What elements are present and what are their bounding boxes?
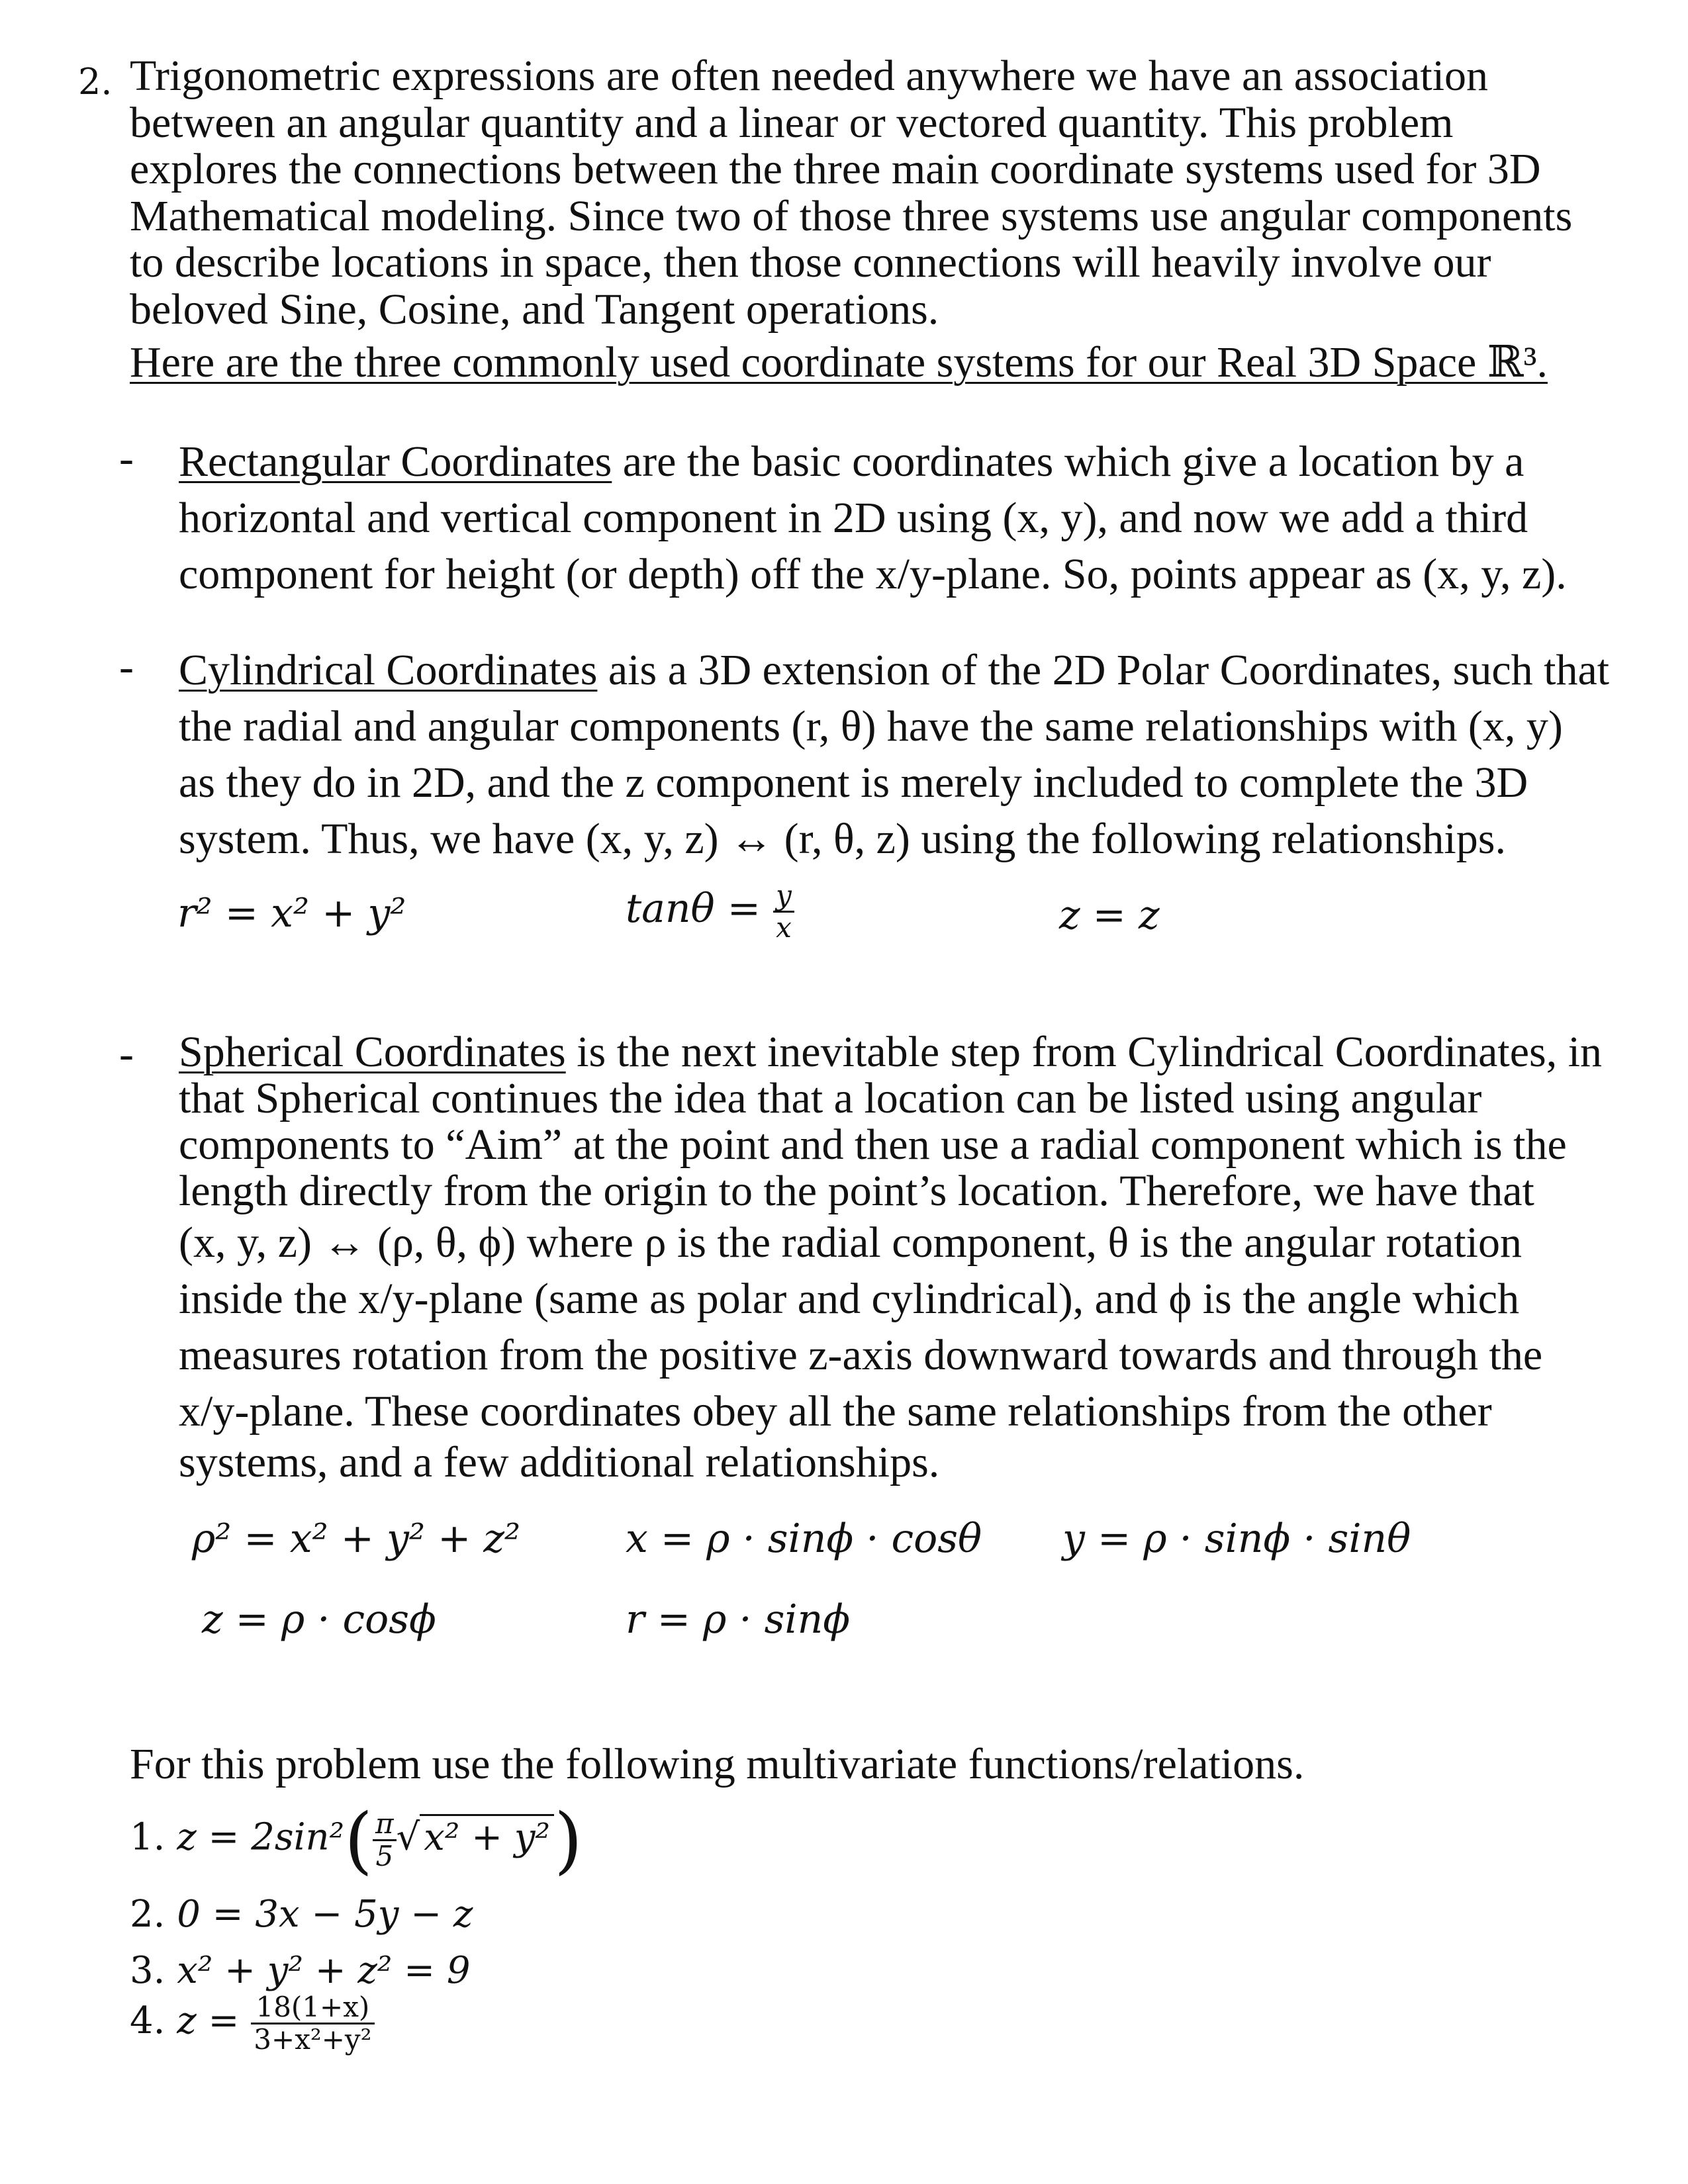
function-label: 2.: [130, 1893, 165, 1936]
bullet-dash: -: [119, 643, 134, 691]
spherical-text: systems, and a few additional relationships.: [179, 1438, 940, 1486]
rectangular-title: Rectangular Coordinates: [179, 437, 612, 486]
cylindrical-equation-r: r² = x² + y²: [177, 890, 406, 936]
right-paren-icon: ): [553, 1797, 583, 1882]
function-3-expression: x² + y² + z² = 9: [177, 1949, 471, 1992]
spherical-title: Spherical Coordinates: [179, 1028, 566, 1076]
functions-heading: For this problem use the following multivariate functions/relations.: [130, 1740, 1305, 1788]
rectangular-text: horizontal and vertical component in 2D using (x, y), and now we add a third: [179, 494, 1528, 542]
sqrt-radicand: x² + y²: [420, 1814, 554, 1859]
intro-line: beloved Sine, Cosine, and Tangent operations.: [130, 285, 939, 334]
cylindrical-text: system. Thus, we have (x, y, z) ↔ (r, θ, z) using the following relationships.: [179, 815, 1506, 863]
spherical-equation-z: z = ρ · cosϕ: [202, 1596, 436, 1643]
fraction-denominator: 5: [375, 1839, 394, 1872]
cylindrical-title: Cylindrical Coordinates: [179, 646, 598, 694]
function-4: [130, 1992, 375, 2055]
cylindrical-text: the radial and angular components (r, θ) have the same relationships with (x, y): [179, 702, 1563, 751]
spherical-equation-r: r = ρ · sinϕ: [626, 1596, 851, 1643]
cylindrical-text: ais a 3D extension of the 2D Polar Coordinates, such that: [597, 646, 1610, 694]
rectangular-text: are the basic coordinates which give a location by a: [612, 437, 1524, 486]
left-paren-icon: (: [344, 1797, 373, 1882]
tan-fraction: [773, 880, 794, 943]
sqrt: [420, 1814, 554, 1859]
pi-over-five-fraction: [373, 1809, 397, 1872]
bullet-dash: -: [119, 1030, 134, 1078]
fraction-numerator: π: [373, 1809, 397, 1841]
fraction-numerator: y: [773, 880, 794, 913]
function-1-lhs: z = 2sin²: [177, 1815, 345, 1859]
intro-line: between an angular quantity and a linear or vectored quantity. This problem: [130, 98, 1454, 147]
spherical-text: measures rotation from the positive z-axis downward towards and through the: [179, 1331, 1543, 1379]
function-label: 3.: [130, 1949, 165, 1992]
spherical-equation-x: x = ρ · sinϕ · cosθ: [626, 1516, 982, 1562]
spherical-text: (x, y, z) ↔ (ρ, θ, ϕ) where ρ is the radial component, θ is the angular rotation: [179, 1218, 1522, 1267]
spherical-text: that Spherical continues the idea that a location can be listed using angular: [179, 1074, 1482, 1122]
fraction-denominator: 3+x²+y²: [254, 2023, 372, 2056]
function-2-expression: 0 = 3x − 5y − z: [177, 1893, 473, 1936]
intro-line: Mathematical modeling. Since two of those three systems use angular components: [130, 191, 1573, 240]
cylindrical-equation-tan: [626, 880, 794, 943]
spherical-text: is the next inevitable step from Cylindrical Coordinates, in: [565, 1028, 1603, 1076]
spherical-text: components to “Aim” at the point and then use a radial component which is the: [179, 1120, 1567, 1169]
spherical-text: inside the x/y-plane (same as polar and cylindrical), and ϕ is the angle which: [179, 1275, 1520, 1323]
spherical-text: x/y-plane. These coordinates obey all the same relationships from the other: [179, 1387, 1492, 1435]
cylindrical-equation-z: z = z: [1059, 892, 1160, 938]
function-label: 4.: [130, 1999, 165, 2042]
intro-heading: Here are the three commonly used coordinate systems for our Real 3D Space ℝ³.: [130, 338, 1548, 387]
intro-line: explores the connections between the three main coordinate systems used for 3D: [130, 145, 1541, 193]
spherical-text: length directly from the origin to the point’s location. Therefore, we have that: [179, 1167, 1534, 1215]
rectangular-text: component for height (or depth) off the x/y-plane. So, points appear as (x, y, z).: [179, 550, 1567, 598]
spherical-equation-rho: ρ² = x² + y² + z²: [192, 1516, 521, 1562]
function-1: [130, 1797, 583, 1882]
bullet-dash: -: [119, 434, 134, 482]
fraction-denominator: x: [776, 911, 792, 944]
fraction-numerator: 18(1+x): [251, 1992, 374, 2025]
function-4-lhs: z =: [177, 1999, 240, 2042]
function-4-fraction: [251, 1992, 374, 2055]
sqrt-icon: √: [396, 1815, 420, 1859]
spherical-equation-y: y = ρ · sinϕ · sinθ: [1062, 1516, 1411, 1562]
tan-lhs: tanθ =: [626, 886, 761, 933]
intro-paragraph: [130, 53, 1613, 387]
intro-line: to describe locations in space, then those connections will heavily involve our: [130, 238, 1491, 287]
intro-line: Trigonometric expressions are often needed anywhere we have an association: [130, 52, 1489, 100]
problem-number: 2.: [78, 61, 113, 103]
cylindrical-text: as they do in 2D, and the z component is merely included to complete the 3D: [179, 758, 1528, 807]
function-2: [130, 1893, 473, 1936]
function-label: 1.: [130, 1815, 165, 1859]
function-3: [130, 1949, 471, 1992]
